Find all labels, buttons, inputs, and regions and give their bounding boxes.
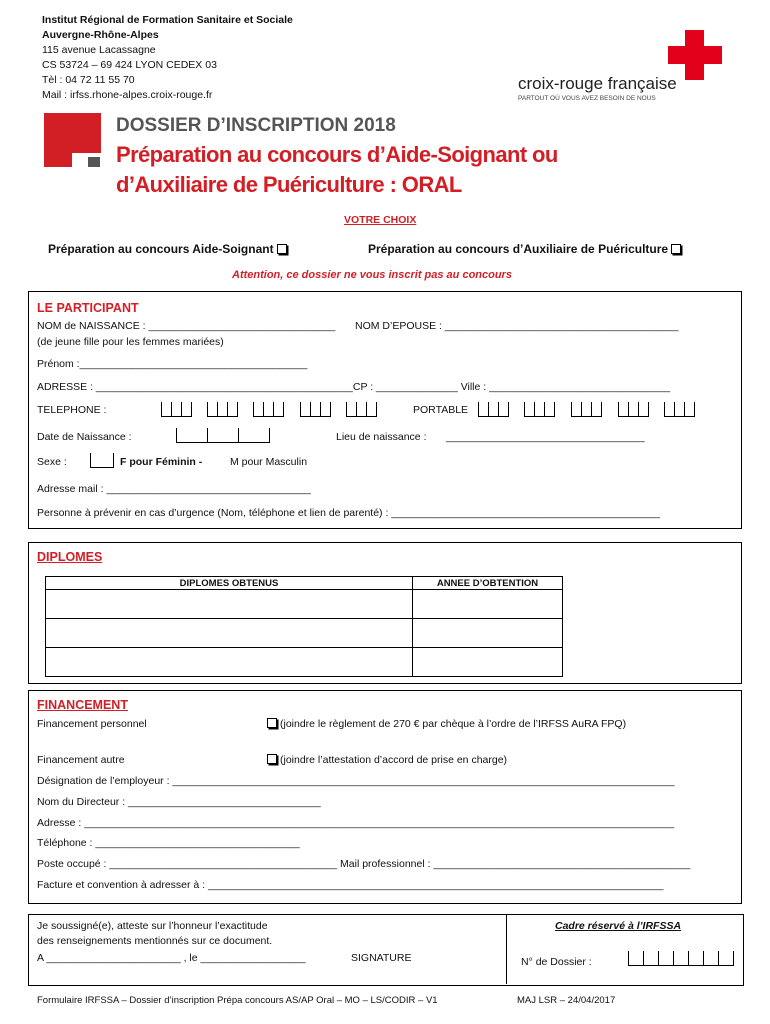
attestation-divider <box>506 914 507 984</box>
file-number-boxes[interactable] <box>628 951 734 966</box>
diploma-cell[interactable] <box>46 590 413 619</box>
brand-name: croix-rouge française <box>518 74 677 93</box>
table-row <box>46 590 563 619</box>
birth-date-boxes[interactable] <box>176 428 270 443</box>
position-mail-field[interactable]: Poste occupé : _______________________________________ Mail professionnel : ____________________________________________ <box>37 858 691 870</box>
diplomes-title: DIPLOMES <box>37 550 103 564</box>
choice-heading: VOTRE CHOIX <box>344 214 417 226</box>
diploma-cell[interactable] <box>46 648 413 677</box>
choice-option-ap-label: Préparation au concours d’Auxiliaire de Puériculture <box>368 242 669 256</box>
first-name-field[interactable]: Prénom :_______________________________________ <box>37 358 308 370</box>
file-number-label: N° de Dossier : <box>521 956 592 968</box>
other-funding-note: (joindre l’attestation d’accord de prise en charge) <box>280 754 508 766</box>
org-name-line2: Auvergne-Rhône-Alpes <box>42 29 159 41</box>
sex-label: Sexe : <box>37 456 67 468</box>
title-decor-icon <box>44 113 102 168</box>
org-address2: CS 53724 – 69 424 LYON CEDEX 03 <box>42 59 217 71</box>
checkbox-ap[interactable] <box>671 244 681 254</box>
signature-label: SIGNATURE <box>351 952 412 964</box>
birth-name-note: (de jeune fille pour les femmes mariées) <box>37 336 224 348</box>
participant-title: LE PARTICIPANT <box>37 301 139 315</box>
emergency-contact-field[interactable]: Personne à prévenir en cas d’urgence (Nom, téléphone et lien de parenté) : ______________________________________________ <box>37 507 660 519</box>
org-phone: Tèl : 04 72 11 55 70 <box>42 74 135 86</box>
attestation-line1: Je soussigné(e), atteste sur l’honneur l’exactitude <box>37 920 268 932</box>
year-cell[interactable] <box>413 648 563 677</box>
warning-text: Attention, ce dossier ne vous inscrit pas au concours <box>232 269 512 281</box>
main-title-line2: d’Auxiliaire de Puériculture : ORAL <box>116 172 462 197</box>
footer-form-reference: Formulaire IRFSSA – Dossier d’inscription Prépa concours AS/AP Oral – MO – LS/CODIR – V1 <box>37 995 438 1006</box>
birth-date-label: Date de Naissance : <box>37 431 132 443</box>
employer-address-field[interactable]: Adresse : _____________________________________________________________________________________________________ <box>37 817 675 829</box>
birth-place-field[interactable]: __________________________________ <box>446 431 645 443</box>
sex-box[interactable] <box>90 453 114 468</box>
brand-tagline: PARTOUT OÙ VOUS AVEZ BESOIN DE NOUS <box>518 95 656 102</box>
employer-phone-field[interactable]: Téléphone : ___________________________________ <box>37 837 300 849</box>
table-row <box>46 619 563 648</box>
main-title-line1: Préparation au concours d’Aide-Soignant ou <box>116 142 558 167</box>
year-cell[interactable] <box>413 619 563 648</box>
dossier-title: DOSSIER D’INSCRIPTION 2018 <box>116 115 396 136</box>
email-field[interactable]: Adresse mail : ___________________________________ <box>37 483 311 495</box>
self-funding-option[interactable] <box>264 718 626 730</box>
telephone-label: TELEPHONE : <box>37 404 107 416</box>
diplomes-table <box>45 576 563 677</box>
other-funding-option[interactable] <box>264 754 507 766</box>
attestation-line2: des renseignements mentionnés sur ce document. <box>37 935 273 947</box>
org-mail: Mail : irfss.rhone-alpes.croix-rouge.fr <box>42 89 213 101</box>
mobile-label: PORTABLE <box>413 404 469 416</box>
place-date-field[interactable]: A _______________________ , le __________________ <box>37 952 306 964</box>
sex-male-label: M pour Masculin <box>230 456 308 468</box>
table-row <box>46 648 563 677</box>
year-cell[interactable] <box>413 590 563 619</box>
choice-option-as-label: Préparation au concours Aide-Soignant <box>48 242 274 256</box>
birth-name-field[interactable]: NOM de NAISSANCE : ________________________________ <box>37 320 336 332</box>
org-name-line1: Institut Régional de Formation Sanitaire et Sociale <box>42 14 293 26</box>
other-funding-label: Financement autre <box>37 754 125 766</box>
financement-title: FINANCEMENT <box>37 698 128 712</box>
footer-update-date: MAJ LSR – 24/04/2017 <box>517 995 616 1006</box>
year-col-header: ANNEE D’OBTENTION <box>413 577 563 590</box>
birth-place-label: Lieu de naissance : <box>336 431 427 443</box>
org-address1: 115 avenue Lacassagne <box>42 44 156 56</box>
married-name-field[interactable]: NOM D’EPOUSE : ________________________________________ <box>355 320 679 332</box>
diploma-cell[interactable] <box>46 619 413 648</box>
checkbox-other-funding[interactable] <box>267 754 277 764</box>
checkbox-as[interactable] <box>277 244 287 254</box>
choice-option-ap[interactable] <box>368 242 684 256</box>
employer-field[interactable]: Désignation de l’employeur : ______________________________________________________________________________________ <box>37 775 675 787</box>
invoice-address-field[interactable]: Facture et convention à adresser à : ______________________________________________________________________________ <box>37 879 664 891</box>
director-field[interactable]: Nom du Directeur : _________________________________ <box>37 796 321 808</box>
self-funding-label: Financement personnel <box>37 718 147 730</box>
self-funding-note: (joindre le règlement de 270 € par chèque à l’ordre de l’IRFSS AuRA FPQ) <box>280 718 627 730</box>
red-cross-logo-icon <box>668 30 722 80</box>
sex-female-text: F pour Féminin - <box>120 456 203 468</box>
diplomes-col-header: DIPLOMES OBTENUS <box>46 577 413 590</box>
sex-female-label <box>120 456 202 468</box>
checkbox-self-funding[interactable] <box>267 718 277 728</box>
address-cp-city-field[interactable]: ADRESSE : ____________________________________________CP : ______________ Ville : _______________________________ <box>37 381 671 393</box>
choice-option-as[interactable] <box>48 242 290 256</box>
reserved-frame-title: Cadre réservé à l’IRFSSA <box>555 920 682 932</box>
